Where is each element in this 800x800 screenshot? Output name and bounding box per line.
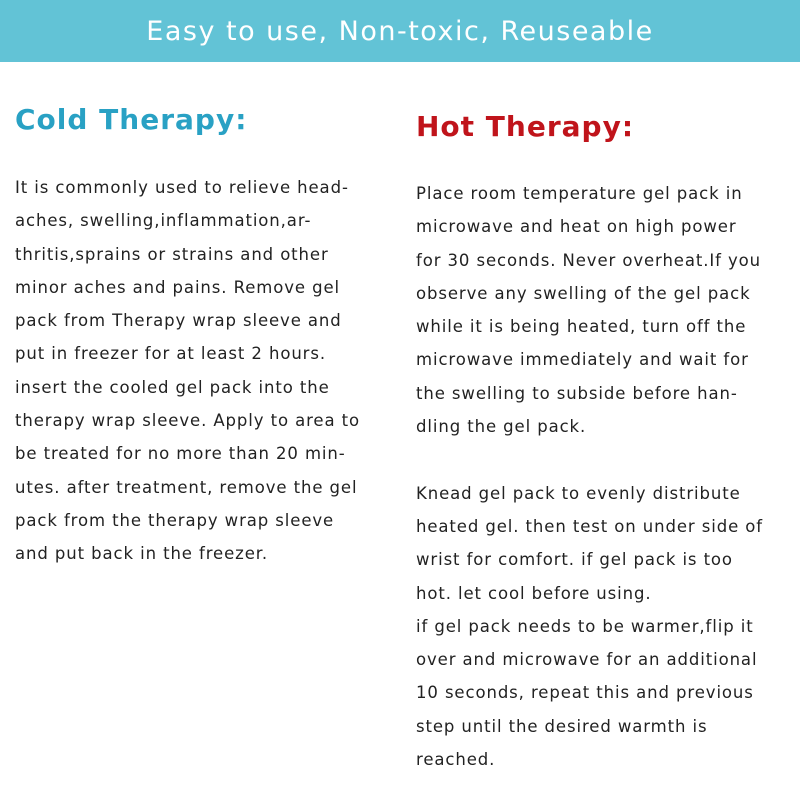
cold-text-line: utes. after treatment, remove the gel [15, 477, 358, 497]
cold-text-line: It is commonly used to relieve head- [15, 178, 349, 197]
hot-text-line: step until the desired warmth is [416, 716, 708, 736]
hot-text-line: Knead gel pack to evenly distribute [416, 483, 741, 503]
hot-text-line: for 30 seconds. Never overheat.If you [416, 250, 762, 270]
hot-text-line: observe any swelling of the gel pack [416, 283, 751, 303]
paragraph-spacer [416, 443, 796, 476]
top-banner [0, 0, 800, 62]
hot-therapy-text [416, 177, 796, 776]
cold-text-line: minor aches and pains. Remove gel [15, 277, 340, 297]
hot-therapy-heading: Hot Therapy: [416, 110, 635, 143]
hot-text-line: Place room temperature gel pack in [416, 184, 743, 203]
hot-text-line: while it is being heated, turn off the [416, 317, 747, 337]
hot-text-line: microwave immediately and wait for [416, 350, 749, 370]
cold-therapy-text [15, 171, 395, 571]
hot-text-line: the swelling to subside before han- [416, 383, 738, 403]
cold-therapy-section [15, 100, 395, 571]
cold-therapy-heading: Cold Therapy: [15, 103, 248, 136]
cold-text-line: thritis,sprains or strains and other [15, 244, 329, 264]
hot-text-line: if gel pack needs to be warmer,flip it [416, 616, 754, 636]
cold-text-line: therapy wrap sleeve. Apply to area to [15, 411, 360, 431]
hot-text-line: wrist for comfort. if gel pack is too [416, 550, 733, 570]
hot-text-line: dling the gel pack. [416, 417, 587, 437]
cold-text-line: pack from the therapy wrap sleeve [15, 510, 335, 530]
cold-text-line: pack from Therapy wrap sleeve and [15, 311, 342, 331]
hot-text-line: microwave and heat on high power [416, 217, 737, 237]
hot-therapy-section [416, 107, 796, 776]
hot-therapy-paragraph-kneading [416, 477, 796, 777]
hot-text-line: hot. let cool before using. [416, 583, 652, 603]
cold-text-line: insert the cooled gel pack into the [15, 377, 330, 397]
cold-text-line: and put back in the freezer. [15, 544, 269, 564]
cold-text-line: put in freezer for at least 2 hours. [15, 344, 326, 364]
banner-title: Easy to use, Non-toxic, Reuseable [146, 15, 654, 47]
hot-text-line: reached. [416, 750, 496, 770]
hot-text-line: over and microwave for an additional [416, 650, 758, 670]
hot-therapy-paragraph-heating [416, 177, 796, 443]
cold-text-line: be treated for no more than 20 min- [15, 444, 346, 464]
hot-text-line: heated gel. then test on under side of [416, 516, 763, 536]
cold-text-line: aches, swelling,inflammation,ar- [15, 211, 312, 231]
hot-text-line: 10 seconds, repeat this and previous [416, 683, 754, 703]
